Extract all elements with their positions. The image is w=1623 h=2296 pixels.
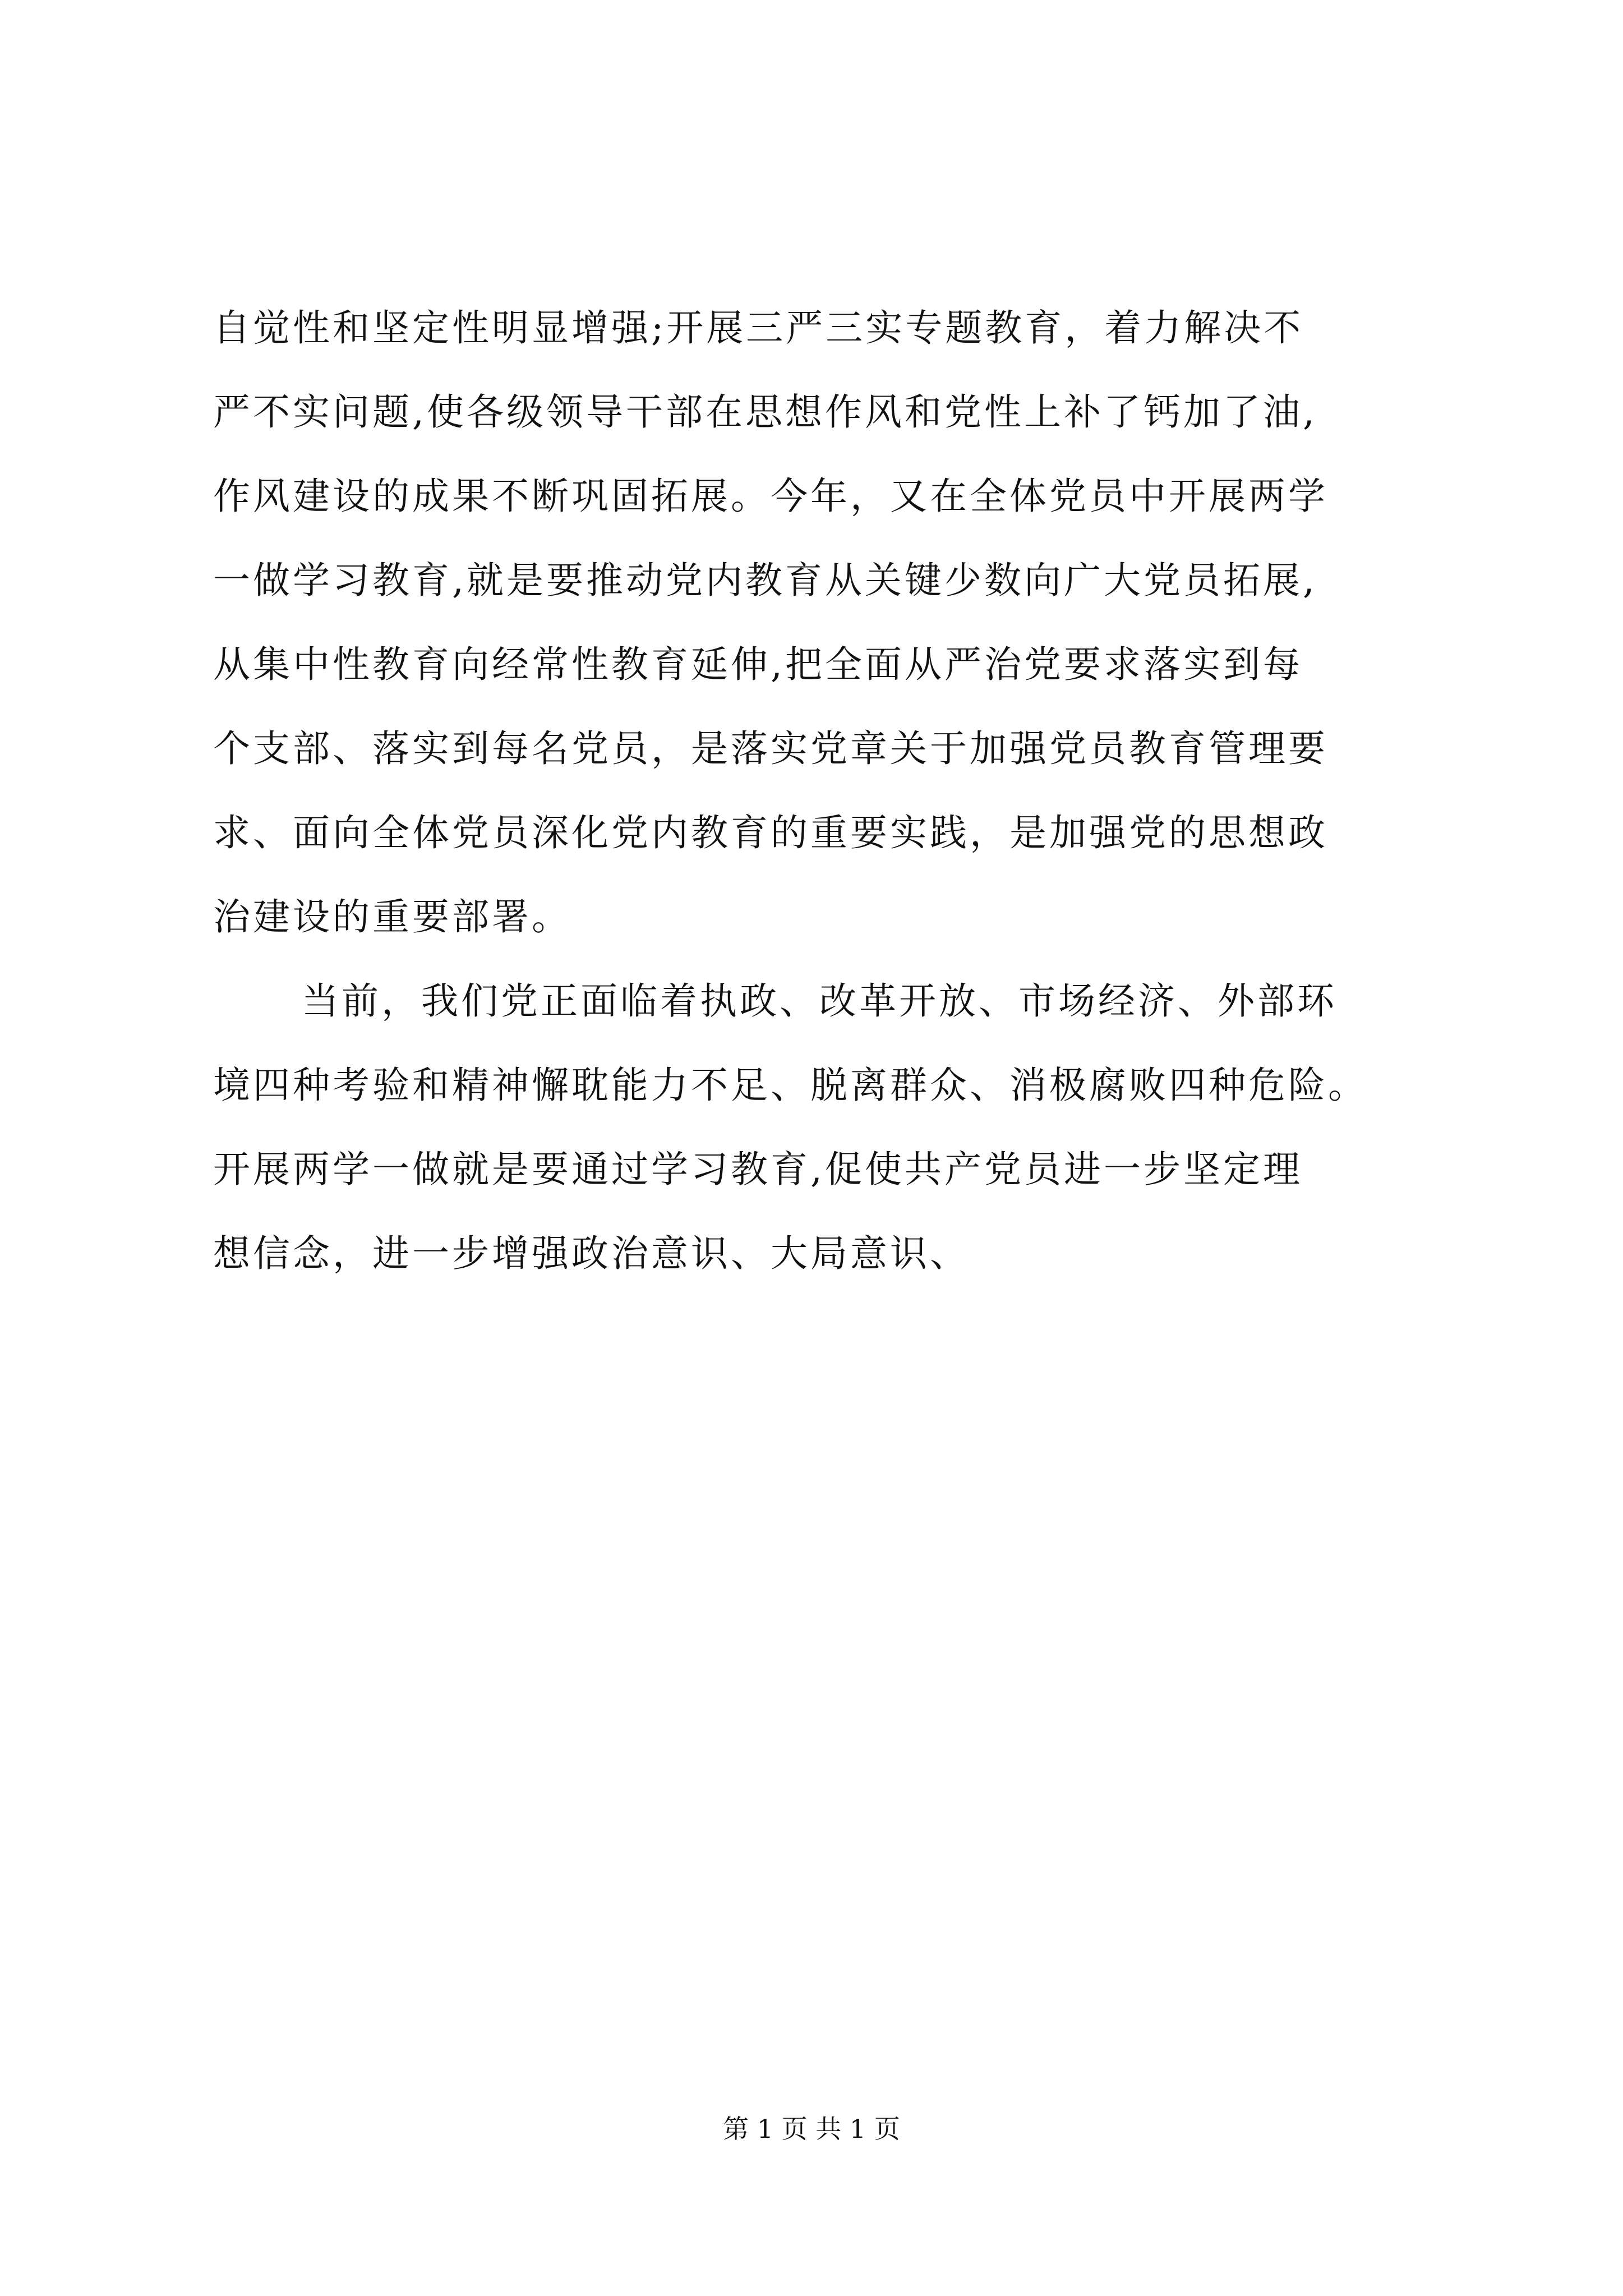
paragraph-first-line: 当前，我们党正面临着执政、改革开放、市场经济、外部环 — [302, 979, 1337, 1023]
text-line: 开展两学一做就是要通过学习教育,促使共产党员进一步坚定理 — [213, 1148, 1303, 1191]
text-line: 想信念，进一步增强政治意识、大局意识、 — [213, 1232, 970, 1275]
text-line: 治建设的重要部署。 — [213, 895, 571, 938]
text-line: 从集中性教育向经常性教育延伸,把全面从严治党要求落实到每 — [213, 643, 1303, 686]
text-line: 自觉性和坚定性明显增强;开展三严三实专题教育，着力解决不 — [213, 306, 1304, 349]
text-line: 个支部、落实到每名党员，是落实党章关于加强党员教育管理要 — [213, 727, 1328, 770]
text-line: 严不实问题,使各级领导干部在思想作风和党性上补了钙加了油, — [213, 390, 1317, 434]
text-line: 作风建设的成果不断巩固拓展。今年，又在全体党员中开展两学 — [213, 475, 1328, 518]
page-number-footer: 第 1 页 共 1 页 — [723, 2114, 900, 2144]
text-line: 求、面向全体党员深化党内教育的重要实践，是加强党的思想政 — [213, 811, 1328, 854]
text-line: 境四种考验和精神懈耽能力不足、脱离群众、消极腐败四种危险。 — [213, 1064, 1368, 1107]
text-line: 一做学习教育,就是要推动党内教育从关键少数向广大党员拓展, — [213, 559, 1317, 602]
